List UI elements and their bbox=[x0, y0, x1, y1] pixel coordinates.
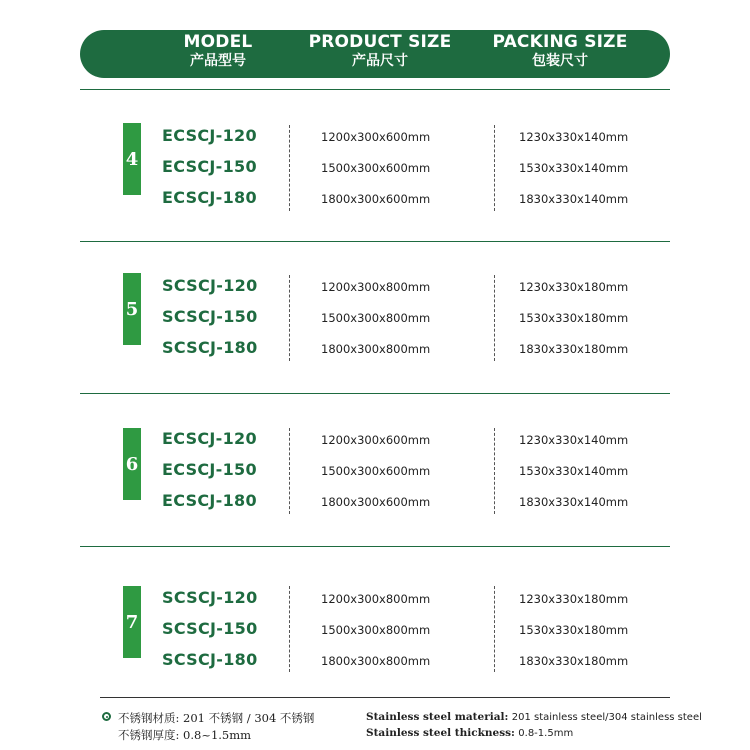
model-name: SCSCJ-150 bbox=[162, 307, 258, 326]
product-size: 1500x300x600mm bbox=[321, 464, 431, 478]
packing-size: 1230x330x180mm bbox=[519, 280, 629, 294]
cn-material-value: 201 不锈钢 / 304 不锈钢 bbox=[183, 711, 315, 725]
en-thickness-note bbox=[366, 727, 573, 739]
packing-size: 1830x330x140mm bbox=[519, 495, 629, 509]
model-name: ECSCJ-180 bbox=[162, 188, 257, 207]
column-divider bbox=[494, 428, 495, 514]
group-number-badge: 5 bbox=[123, 273, 141, 345]
packing-size: 1230x330x140mm bbox=[519, 130, 629, 144]
packing-size: 1530x330x140mm bbox=[519, 464, 629, 478]
column-divider bbox=[289, 586, 290, 672]
group-number-badge: 4 bbox=[123, 123, 141, 195]
header-product-cn: 产品尺寸 bbox=[352, 51, 408, 68]
product-size: 1200x300x600mm bbox=[321, 433, 431, 447]
cn-thickness-value: 0.8~1.5mm bbox=[183, 728, 252, 742]
packing-size: 1830x330x180mm bbox=[519, 342, 629, 356]
model-name: SCSCJ-180 bbox=[162, 650, 258, 669]
group-5 bbox=[80, 257, 670, 407]
product-size: 1500x300x600mm bbox=[321, 161, 431, 175]
header-product-en: PRODUCT SIZE bbox=[308, 32, 452, 52]
header-model-en: MODEL bbox=[183, 32, 253, 52]
en-material-value: 201 stainless steel/304 stainless steel bbox=[511, 712, 702, 723]
column-divider bbox=[494, 275, 495, 361]
group-6 bbox=[80, 410, 670, 560]
packing-size: 1230x330x140mm bbox=[519, 433, 629, 447]
packing-size: 1830x330x140mm bbox=[519, 192, 629, 206]
product-size: 1500x300x800mm bbox=[321, 623, 431, 637]
header-packing-cn: 包装尺寸 bbox=[532, 51, 588, 68]
model-name: ECSCJ-120 bbox=[162, 126, 257, 145]
product-size: 1800x300x600mm bbox=[321, 192, 431, 206]
group-4 bbox=[80, 105, 670, 255]
group-divider bbox=[80, 241, 670, 242]
header-model-cn: 产品型号 bbox=[190, 51, 246, 68]
group-number-badge: 6 bbox=[123, 428, 141, 500]
column-divider bbox=[289, 125, 290, 211]
cn-thickness-note bbox=[118, 727, 251, 743]
product-size: 1800x300x800mm bbox=[321, 654, 431, 668]
header-packing-en: PACKING SIZE bbox=[492, 32, 628, 52]
packing-size: 1530x330x180mm bbox=[519, 623, 629, 637]
en-material-note bbox=[366, 711, 702, 723]
group-7 bbox=[80, 568, 670, 718]
group-divider bbox=[80, 546, 670, 547]
product-size: 1200x300x800mm bbox=[321, 592, 431, 606]
model-name: SCSCJ-180 bbox=[162, 338, 258, 357]
model-name: SCSCJ-150 bbox=[162, 619, 258, 638]
column-divider bbox=[494, 125, 495, 211]
footer-divider bbox=[100, 697, 670, 698]
column-divider bbox=[289, 275, 290, 361]
header-model bbox=[168, 34, 268, 68]
packing-size: 1530x330x180mm bbox=[519, 311, 629, 325]
packing-size: 1830x330x180mm bbox=[519, 654, 629, 668]
product-size: 1500x300x800mm bbox=[321, 311, 431, 325]
product-size: 1200x300x600mm bbox=[321, 130, 431, 144]
group-number-badge: 7 bbox=[123, 586, 141, 658]
model-name: ECSCJ-180 bbox=[162, 491, 257, 510]
header-packing-size bbox=[485, 34, 635, 68]
cn-material-note bbox=[118, 710, 314, 726]
header-product-size bbox=[305, 34, 455, 68]
cn-thickness-label: 不锈钢厚度: bbox=[118, 728, 180, 742]
packing-size: 1530x330x140mm bbox=[519, 161, 629, 175]
product-size: 1200x300x800mm bbox=[321, 280, 431, 294]
model-name: ECSCJ-120 bbox=[162, 429, 257, 448]
column-divider bbox=[494, 586, 495, 672]
model-name: ECSCJ-150 bbox=[162, 460, 257, 479]
en-material-label: Stainless steel material: bbox=[366, 711, 509, 723]
model-name: ECSCJ-150 bbox=[162, 157, 257, 176]
packing-size: 1230x330x180mm bbox=[519, 592, 629, 606]
en-thickness-label: Stainless steel thickness: bbox=[366, 727, 515, 739]
table-header bbox=[80, 30, 670, 78]
en-thickness-value: 0.8-1.5mm bbox=[518, 728, 574, 739]
column-divider bbox=[289, 428, 290, 514]
group-divider bbox=[80, 393, 670, 394]
product-size: 1800x300x800mm bbox=[321, 342, 431, 356]
product-size: 1800x300x600mm bbox=[321, 495, 431, 509]
bullet-icon bbox=[102, 712, 111, 721]
cn-material-label: 不锈钢材质: bbox=[118, 711, 180, 725]
model-name: SCSCJ-120 bbox=[162, 276, 258, 295]
model-name: SCSCJ-120 bbox=[162, 588, 258, 607]
header-divider bbox=[80, 89, 670, 90]
